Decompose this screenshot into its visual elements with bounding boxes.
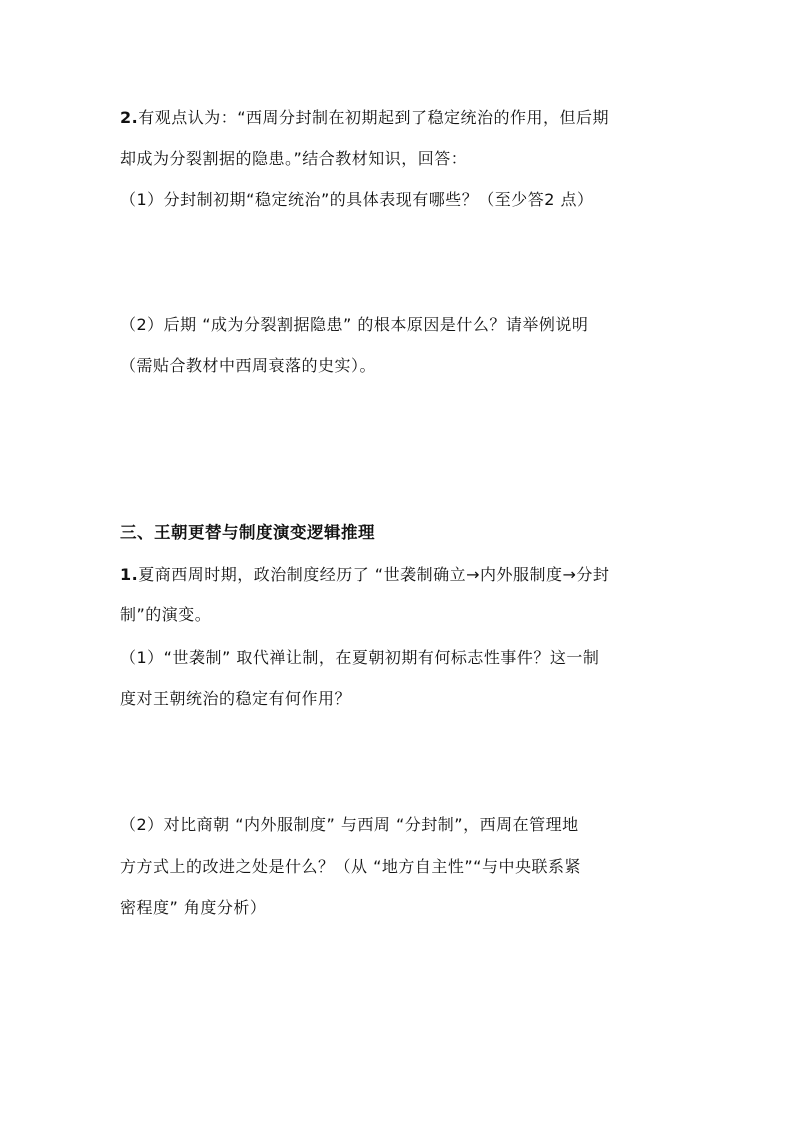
- section-3-question-1-sub-1-line-1: （1）“世袭制” 取代禅让制，在夏朝初期有何标志性事件？这一制: [120, 648, 600, 667]
- section-3-question-1-number: 1.: [120, 565, 139, 584]
- section-3-question-1-line-1: [120, 564, 700, 586]
- question-2-number: 2.: [120, 108, 139, 127]
- section-3-heading: 三、王朝更替与制度演变逻辑推理: [120, 523, 375, 542]
- question-2-text-1: 有观点认为：“西周分封制在初期起到了稳定统治的作用，但后期: [138, 108, 610, 127]
- section-3-question-1-text-1: 夏商西周时期，政治制度经历了 “世袭制确立→内外服制度→分封: [138, 565, 610, 584]
- question-2-line-1: [120, 107, 700, 129]
- section-3-question-1-sub-2-line-3: 密程度” 角度分析）: [120, 898, 267, 917]
- section-3-question-1-sub-1-line-2: 度对王朝统治的稳定有何作用？: [120, 689, 352, 708]
- question-2-sub-2-line-2: （需贴合教材中西周衰落的史实）。: [120, 356, 377, 375]
- question-2-sub-1: （1）分封制初期“稳定统治”的具体表现有哪些？（至少答2 点）: [120, 190, 594, 209]
- section-3-question-1-line-2: 制”的演变。: [120, 605, 212, 624]
- section-3-question-1-sub-2-line-2: 方方式上的改进之处是什么？（从 “地方自主性”“与中央联系紧: [120, 857, 581, 876]
- section-3-question-1-sub-2-line-1: （2）对比商朝 “内外服制度” 与西周 “分封制”，西周在管理地: [120, 815, 579, 834]
- question-2-sub-2-line-1: （2）后期 “成为分裂割据隐患” 的根本原因是什么？请举例说明: [120, 315, 589, 334]
- question-2-line-2: 却成为分裂割据的隐患。”结合教材知识，回答：: [120, 149, 468, 168]
